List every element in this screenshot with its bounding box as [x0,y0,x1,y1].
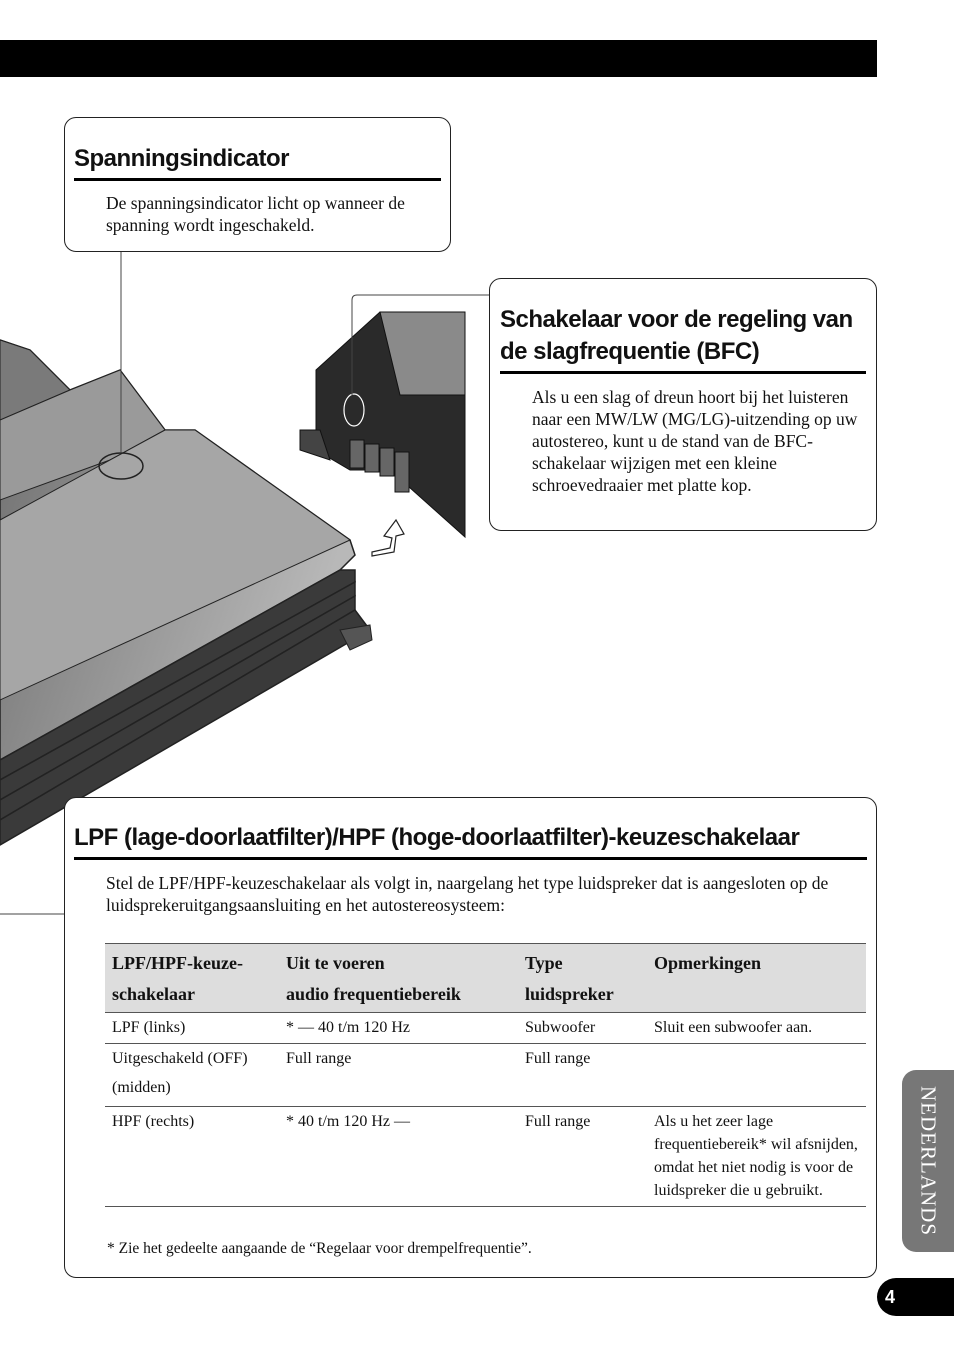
table-header-row [105,944,866,1013]
table-header-cell: LPF/HPF-keuze- schakelaar [105,944,279,1013]
table-cell: Full range [518,1107,647,1207]
language-tab-label: NEDERLANDS [916,1086,941,1236]
table-cell: LPF (links) [105,1013,279,1044]
lpf-hpf-intro: Stel de LPF/HPF-keuzeschakelaar als volgt in, naargelang het type luidspreker dat is aangesloten op de luidsprekeruitgangsaansluiting en het autostereosysteem: [106,873,829,915]
table-header-cell: Uit te voeren audio frequentiebereik [279,944,518,1013]
table-cell: HPF (rechts) [105,1107,279,1207]
lpf-hpf-heading: LPF (lage-doorlaatfilter)/HPF (hoge-doorlaatfilter)-keuzeschakelaar [74,822,867,860]
bfc-heading-line1: Schakelaar voor de regeling van [500,306,853,333]
table-row [105,1044,866,1107]
table-cell: Sluit een subwoofer aan. [647,1013,866,1044]
table-header-cell: Type luidspreker [518,944,647,1013]
table-cell: Full range [518,1044,647,1107]
voltage-indicator-text: De spanningsindicator licht op wanneer de spanning wordt ingeschakeld. [106,193,405,235]
table-cell: Full range [279,1044,518,1107]
voltage-indicator-heading: Spanningsindicator [74,143,441,181]
bfc-switch-box [489,278,877,531]
table-cell: Uitgeschakeld (OFF) (midden) [105,1044,279,1107]
bfc-switch-text: Als u een slag of dreun hoort bij het luisteren naar een MW/LW (MG/LG)-uitzending op uw autostereo, kunt u de stand van de BFC-schakelaar wijzigen met een kleine schroevedraaier met platte kop. [532,387,858,495]
bfc-switch-heading [500,304,866,374]
table-header-cell: Opmerkingen [647,944,866,1013]
filter-settings-table [105,943,866,1207]
table-cell: * 40 t/m 120 Hz — [279,1107,518,1207]
table-row [105,1107,866,1207]
table-cell [647,1044,866,1107]
table-row [105,1013,866,1044]
table-cell: Als u het zeer lage frequentiebereik* wil afsnijden, omdat het niet nodig is voor de luidspreker die u gebruikt. [647,1107,866,1207]
language-tab [902,1070,954,1252]
bfc-heading-line2: de slagfrequentie (BFC) [500,338,760,365]
table-cell: * — 40 t/m 120 Hz [279,1013,518,1044]
footnote: * Zie het gedeelte aangaande de “Regelaar voor drempelfrequentie”. [107,1240,532,1257]
table-cell: Subwoofer [518,1013,647,1044]
voltage-indicator-box [64,117,451,252]
page-number: 4 [877,1278,954,1316]
